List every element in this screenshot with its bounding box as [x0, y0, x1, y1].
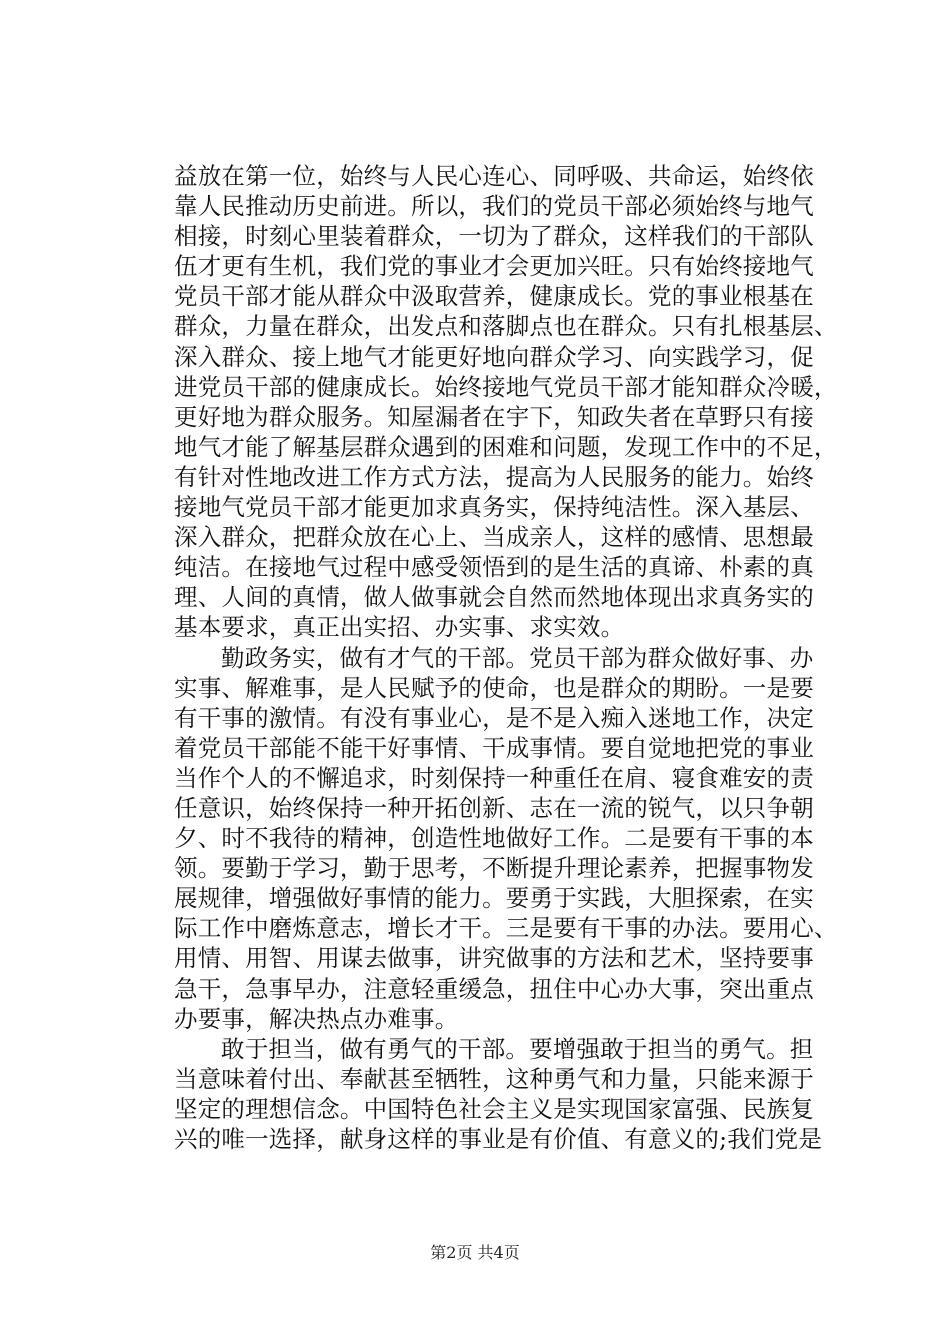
- text-line: 基本要求，真正出实招、办实事、求实效。: [174, 613, 625, 642]
- text-line: 有针对性地改进工作方式方法，提高为人民服务的能力。始终: [174, 462, 814, 491]
- text-line: 群众，力量在群众，出发点和落脚点也在群众。只有扎根基层、: [174, 312, 838, 341]
- text-line: 展规律，增强做好事情的能力。要勇于实践，大胆探索，在实: [174, 884, 814, 913]
- document-body: [174, 161, 838, 1154]
- text-line: 靠人民推动历史前进。所以，我们的党员干部必须始终与地气: [174, 192, 814, 221]
- text-line: 益放在第一位，始终与人民心连心、同呼吸、共命运，始终依: [174, 162, 814, 190]
- text-line: 伍才更有生机，我们党的事业才会更加兴旺。只有始终接地气: [174, 252, 814, 281]
- text-line: 党员干部才能从群众中汲取营养，健康成长。党的事业根基在: [174, 282, 814, 311]
- text-line: 深入群众，把群众放在心上、当成亲人，这样的感情、思想最: [174, 523, 814, 552]
- text-line: 夕、时不我待的精神，创造性地做好工作。二是要有干事的本: [174, 824, 814, 853]
- text-line: 纯洁。在接地气过程中感受领悟到的是生活的真谛、朴素的真: [174, 553, 814, 582]
- text-line: 实事、解难事，是人民赋予的使命，也是群众的期盼。一是要: [174, 673, 814, 702]
- text-line: 相接，时刻心里装着群众，一切为了群众，这样我们的干部队: [174, 222, 814, 251]
- text-line: 更好地为群众服务。知屋漏者在宇下，知政失者在草野只有接: [174, 402, 814, 431]
- text-line: 办要事，解决热点办难事。: [174, 1004, 459, 1033]
- text-line: 理、人间的真情，做人做事就会自然而然地体现出求真务实的: [174, 583, 814, 612]
- text-line: 任意识，始终保持一种开拓创新、志在一流的锐气，以只争朝: [174, 793, 814, 822]
- page-footer: 第2页 共4页: [430, 1243, 520, 1262]
- text-line: 急干，急事早办，注意轻重缓急，扭住中心办大事，突出重点: [174, 974, 814, 1003]
- text-line: 深入群众、接上地气才能更好地向群众学习、向实践学习，促: [174, 342, 814, 371]
- text-line: 当作个人的不懈追求，时刻保持一种重任在肩、寝食难安的责: [174, 763, 814, 792]
- text-line: 进党员干部的健康成长。始终接地气党员干部才能知群众冷暖，: [174, 372, 838, 401]
- text-line: 际工作中磨炼意志，增长才干。三是要有干事的办法。要用心、: [174, 914, 838, 943]
- text-line: 敢于担当，做有勇气的干部。要增强敢于担当的勇气。担: [221, 1034, 814, 1063]
- text-line: 地气才能了解基层群众遇到的困难和问题，发现工作中的不足，: [174, 432, 838, 461]
- text-line: 勤政务实，做有才气的干部。党员干部为群众做好事、办: [221, 643, 814, 672]
- text-line: 当意味着付出、奉献甚至牺牲，这种勇气和力量，只能来源于: [174, 1064, 814, 1093]
- text-line: 用情、用智、用谋去做事，讲究做事的方法和艺术，坚持要事: [174, 944, 814, 973]
- text-line: 有干事的激情。有没有事业心，是不是入痴入迷地工作，决定: [174, 703, 814, 732]
- text-line: 兴的唯一选择，献身这样的事业是有价值、有意义的;我们党是: [174, 1125, 823, 1153]
- text-line: 接地气党员干部才能更加求真务实，保持纯洁性。深入基层、: [174, 493, 814, 522]
- text-line: 领。要勤于学习，勤于思考，不断提升理论素养，把握事物发: [174, 854, 814, 883]
- text-line: 着党员干部能不能干好事情、干成事情。要自觉地把党的事业: [174, 733, 814, 762]
- text-line: 坚定的理想信念。中国特色社会主义是实现国家富强、民族复: [174, 1094, 814, 1123]
